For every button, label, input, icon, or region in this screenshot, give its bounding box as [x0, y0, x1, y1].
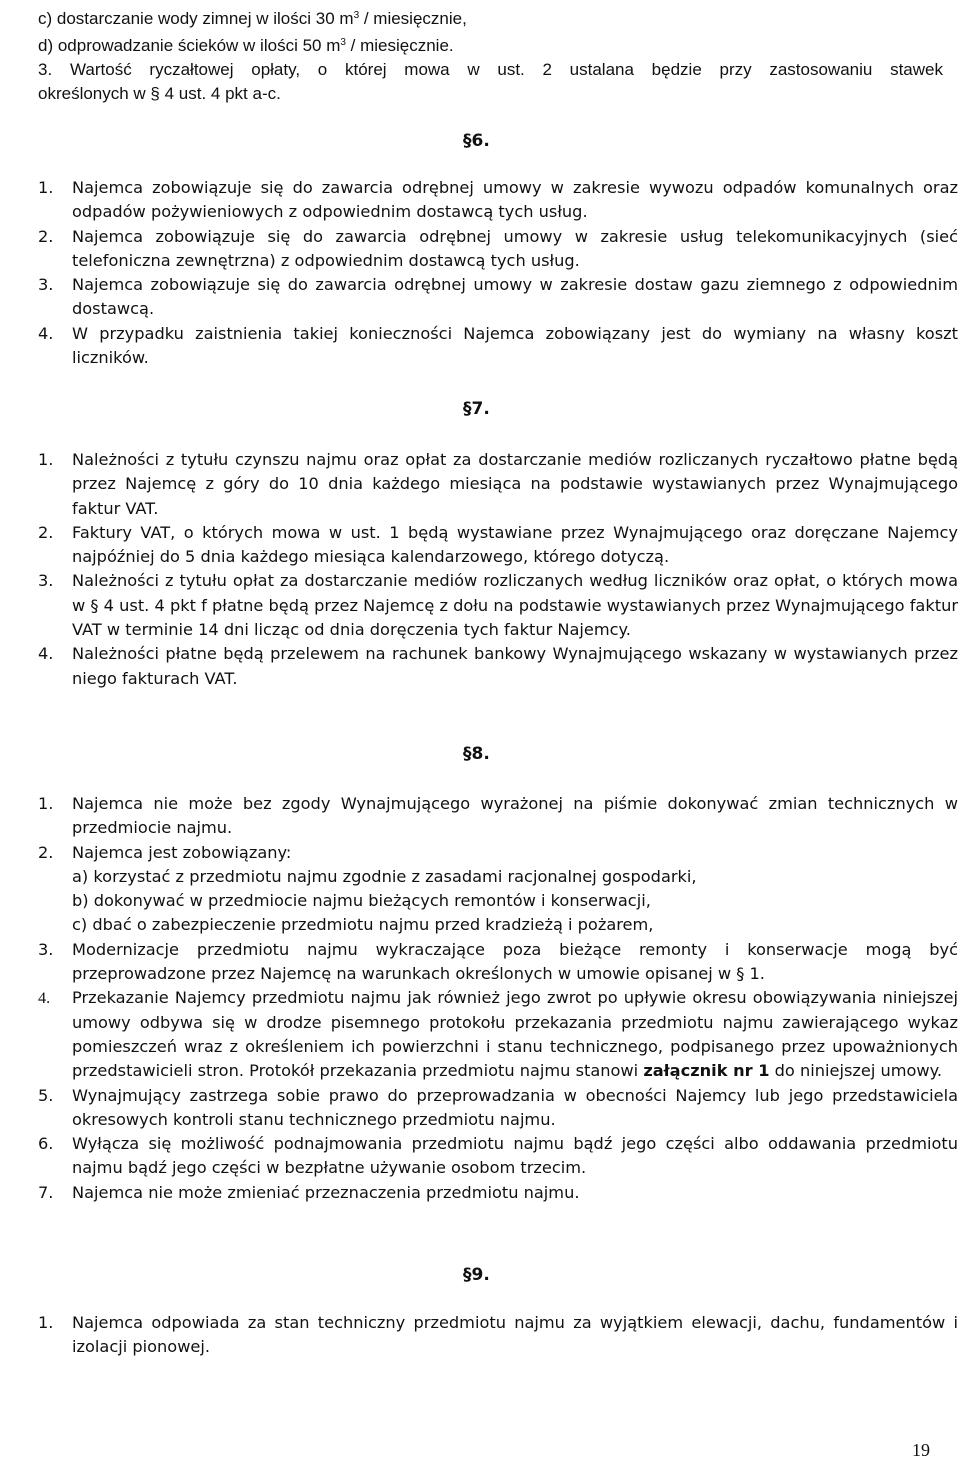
item-text: W przypadku zaistnienia takiej konieczności Najemca zobowiązany jest do wymiany na własny koszt liczników.	[72, 323, 958, 368]
section-9-heading: §9.	[463, 1265, 490, 1285]
section-8-list	[38, 792, 958, 1205]
item-d	[38, 31, 943, 58]
section-7-list	[38, 448, 958, 691]
list-item	[38, 176, 958, 225]
item-text: Faktury VAT, o których mowa w ust. 1 będą wystawiane przez Wynajmującego oraz doręczane Najemcy najpóźniej do 5 dnia każdego miesiąca kalendarzowego, którego dotyczą.	[72, 522, 958, 567]
top-item-3-text: Wartość ryczałtowej opłaty, o której mowa w ust. 2 ustalana będzie przy zastosowaniu stawek	[70, 60, 943, 79]
attachment-reference: załącznik nr 1	[643, 1061, 770, 1081]
sub-item-b: b) dokonywać w przedmiocie najmu bieżących remontów i konserwacji,	[72, 891, 651, 911]
section-7-heading: §7.	[463, 399, 490, 419]
item-c-tail: / miesięcznie,	[359, 9, 467, 28]
item-d-text: d) odprowadzanie ścieków w ilości 50 m	[38, 36, 341, 55]
item-2-lead: Najemca jest zobowiązany:	[72, 842, 292, 862]
list-item	[38, 225, 958, 274]
item-number: 4.	[38, 323, 54, 343]
list-item	[38, 938, 958, 987]
list-item	[38, 569, 958, 642]
list-item	[38, 841, 958, 938]
list-item	[38, 322, 958, 371]
item-c-text: c) dostarczanie wody zimnej w ilości 30 m	[38, 9, 354, 28]
item-text: Należności z tytułu opłat za dostarczanie mediów rozliczanych według liczników oraz opłat, o których mowa w § 4 ust. 4 pkt f płatne będą przez Najemcę z dołu na podstawie wystawianych przez Wynajmującego faktur VAT w terminie 14 dni licząc od dnia doręczenia tych faktur Najemcy.	[72, 571, 958, 640]
list-item	[38, 448, 958, 521]
item-text	[72, 986, 958, 1083]
top-item-3-number: 3.	[38, 60, 53, 79]
item-text: Należności płatne będą przelewem na rachunek bankowy Wynajmującego wskazany w wystawianych przez niego fakturach VAT.	[72, 644, 958, 688]
item-c	[38, 4, 943, 31]
item-text	[72, 841, 958, 938]
item-number: 1.	[38, 1313, 54, 1332]
top-item-3-cont: określonych w § 4 ust. 4 pkt a-c.	[38, 84, 281, 103]
list-item	[38, 1181, 958, 1205]
item-4-text-a: Przekazanie Najemcy przedmiotu najmu jak również jego zwrot po upływie okresu obowiązywania niniejszej umowy odbywa się w drodze pisemnego protokołu przekazania przedmiotu najmu zawierającego wykaz pomieszczeń wraz z określeniem ich powierzchni i stanu technicznego, podpisanego przez upoważnionych przedstawicieli stron. Protokół przekazania przedmiotu najmu stanowi	[72, 988, 958, 1081]
item-text: Najemca nie może zmieniać przeznaczenia przedmiotu najmu.	[72, 1182, 580, 1202]
item-text: Należności z tytułu czynszu najmu oraz opłat za dostarczanie mediów rozliczanych ryczałtowo płatne będą przez Najemcę z góry do 10 dnia każdego miesiąca na podstawie wystawianych przez Wynajmującego faktur VAT.	[72, 450, 958, 518]
item-number: 1.	[38, 450, 54, 469]
item-d-tail: / miesięcznie.	[345, 36, 454, 55]
list-item	[38, 792, 958, 841]
list-item	[38, 986, 958, 1083]
item-text: Najemca zobowiązuje się do zawarcia odrębnej umowy w zakresie dostaw gazu ziemnego z odpowiednim dostawcą.	[72, 275, 958, 319]
item-number: 6.	[38, 1134, 54, 1154]
item-number: 1.	[38, 794, 54, 813]
section-9-list	[38, 1311, 958, 1360]
sub-item-c: c) dbać o zabezpieczenie przedmiotu najmu przed kradzieżą i pożarem,	[72, 915, 654, 935]
top-continuation	[38, 4, 943, 106]
item-number: 4.	[38, 644, 54, 664]
list-item	[38, 273, 958, 322]
item-number: 4.	[38, 989, 51, 1008]
list-item	[38, 1132, 958, 1181]
list-item	[38, 642, 958, 691]
item-text: Najemca nie może bez zgody Wynajmującego wyrażonej na piśmie dokonywać zmian technicznych w przedmiocie najmu.	[72, 794, 958, 838]
item-c-sup: 3	[353, 10, 360, 21]
list-item	[38, 1311, 958, 1360]
item-text: Wyłącza się możliwość podnajmowania przedmiotu najmu bądź jego części albo oddawania przedmiotu najmu bądź jego części w bezpłatne używanie osobom trzecim.	[72, 1134, 958, 1178]
list-item	[38, 1084, 958, 1133]
item-number: 2.	[38, 522, 54, 542]
item-number: 7.	[38, 1182, 54, 1202]
item-number: 3.	[38, 275, 54, 295]
item-4-text-b: do niniejszej umowy.	[769, 1061, 943, 1081]
item-number: 1.	[38, 178, 54, 197]
item-text: Najemca zobowiązuje się do zawarcia odrębnej umowy w zakresie usług telekomunikacyjnych (sieć telefoniczna zewnętrzna) z odpowiednim dostawcą tych usług.	[72, 226, 958, 270]
item-number: 2.	[38, 842, 54, 862]
section-8-heading: §8.	[463, 744, 490, 764]
item-number: 2.	[38, 226, 54, 246]
list-item	[38, 521, 958, 570]
item-d-sup: 3	[340, 37, 346, 48]
item-text: Modernizacje przedmiotu najmu wykraczające poza bieżące remonty i konserwacje mogą być przeprowadzone przez Najemcę na warunkach określonych w umowie opisanej w § 1.	[72, 939, 958, 984]
item-text: Najemca odpowiada za stan techniczny przedmiotu najmu za wyjątkiem elewacji, dachu, fundamentów i izolacji pionowej.	[72, 1313, 958, 1357]
item-number: 5.	[38, 1085, 54, 1105]
top-item-3	[38, 58, 943, 82]
item-text: Najemca zobowiązuje się do zawarcia odrębnej umowy w zakresie wywozu odpadów komunalnych oraz odpadów pożywieniowych z odpowiednim dostawcą tych usług.	[72, 178, 958, 222]
section-6-list	[38, 176, 958, 370]
page-number: 19	[912, 1440, 930, 1460]
item-number: 3.	[38, 571, 54, 591]
item-number: 3.	[38, 939, 54, 959]
item-text: Wynajmujący zastrzega sobie prawo do przeprowadzania w obecności Najemcy lub jego przedstawiciela okresowych kontroli stanu technicznego przedmiotu najmu.	[72, 1085, 958, 1129]
sub-item-a: a) korzystać z przedmiotu najmu zgodnie z zasadami racjonalnej gospodarki,	[72, 866, 697, 886]
section-6-heading: §6.	[463, 131, 490, 151]
